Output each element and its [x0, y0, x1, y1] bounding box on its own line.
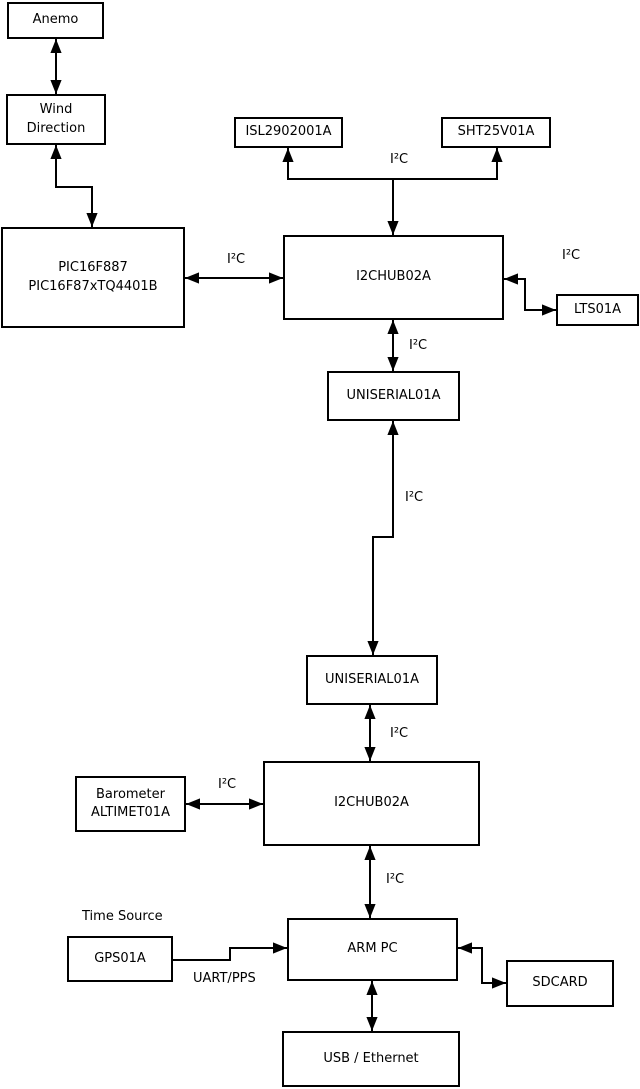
- edge-uniserial1-uniserial2: [373, 421, 393, 655]
- box-usb-ethernet: USB / Ethernet: [282, 1031, 460, 1087]
- box-uniserial01a-bottom: UNISERIAL01A: [306, 655, 438, 705]
- box-pic-microcontroller: PIC16F887 PIC16F87xTQ4401B: [1, 227, 185, 328]
- box-i2chub02a-bottom: I2CHUB02A: [263, 761, 480, 846]
- label-i2c-sensor-bus: I²C: [390, 152, 409, 167]
- box-anemo: Anemo: [7, 2, 104, 39]
- label-i2c-uniserial1-uniserial2: I²C: [405, 490, 424, 505]
- box-i2chub02a-top: I2CHUB02A: [283, 235, 504, 320]
- box-gps01a: GPS01A: [67, 936, 173, 982]
- label-i2c-hub1-lts: I²C: [562, 248, 581, 263]
- box-sht25v01a: SHT25V01A: [441, 117, 551, 148]
- box-uniserial01a-top: UNISERIAL01A: [327, 371, 460, 421]
- edge-armpc-sdcard: [458, 948, 506, 983]
- edge-wind-pic: [56, 145, 92, 227]
- box-isl2902001a: ISL2902001A: [234, 117, 343, 148]
- box-lts01a: LTS01A: [556, 294, 639, 326]
- label-uart-pps: UART/PPS: [193, 971, 256, 986]
- label-i2c-hub1-uniserial1: I²C: [409, 338, 428, 353]
- label-time-source: Time Source: [82, 909, 163, 924]
- box-sdcard: SDCARD: [506, 960, 614, 1007]
- label-i2c-hub2-armpc: I²C: [386, 872, 405, 887]
- label-i2c-uniserial2-hub2: I²C: [390, 726, 409, 741]
- label-i2c-barometer-hub2: I²C: [218, 777, 237, 792]
- edge-hub1-lts: [504, 279, 556, 310]
- box-barometer-altimet01a: Barometer ALTIMET01A: [75, 776, 186, 832]
- box-arm-pc: ARM PC: [287, 918, 458, 981]
- label-i2c-pic-hub1: I²C: [227, 252, 246, 267]
- box-wind-direction: Wind Direction: [6, 94, 106, 145]
- edge-gps-armpc: [173, 948, 287, 960]
